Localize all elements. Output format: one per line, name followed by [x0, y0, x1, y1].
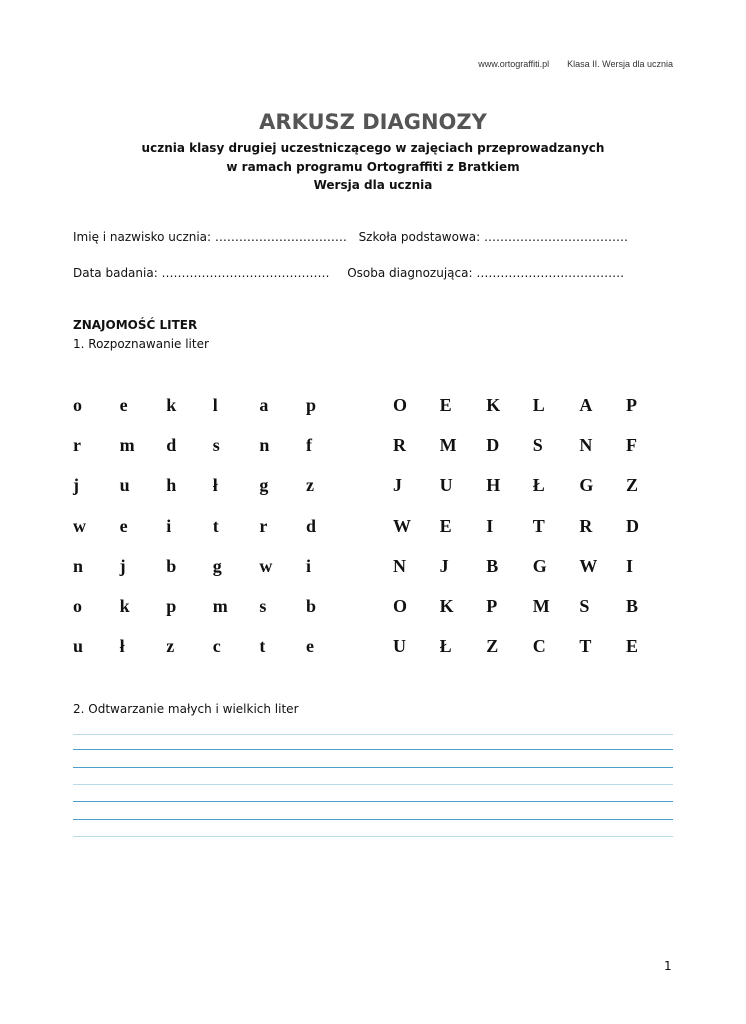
- lowercase-row: [73, 546, 353, 586]
- uppercase-letter: F: [625, 434, 637, 455]
- lowercase-letter: p: [305, 394, 316, 415]
- lowercase-letter: b: [305, 596, 316, 617]
- uppercase-row: [393, 466, 673, 506]
- date-field[interactable]: Data badania: ……………………………………: [73, 266, 330, 280]
- lowercase-letter: k: [119, 596, 130, 617]
- uppercase-letter: G: [579, 475, 594, 496]
- lowercase-letter: w: [259, 555, 273, 576]
- lowercase-row: [73, 627, 353, 667]
- uppercase-row: [393, 506, 673, 546]
- lowercase-letter: l: [212, 394, 218, 415]
- uppercase-letter: G: [532, 555, 547, 576]
- lowercase-row: [73, 425, 353, 465]
- uppercase-letter: H: [486, 475, 501, 496]
- page-header: [478, 59, 673, 69]
- writing-line-guide: [73, 784, 673, 785]
- subtitle-line-2: w ramach programu Ortograffiti z Bratkiem: [226, 160, 520, 174]
- lowercase-letter: d: [166, 434, 177, 455]
- uppercase-letter: B: [486, 555, 499, 576]
- header-website: www.ortograffiti.pl: [478, 59, 550, 69]
- header-version: Klasa II. Wersja dla ucznia: [567, 59, 673, 69]
- uppercase-letter: W: [579, 555, 598, 576]
- lowercase-letter: e: [119, 515, 128, 536]
- lowercase-letter: a: [259, 394, 269, 415]
- examiner-field[interactable]: Osoba diagnozująca: ………………….……………: [347, 266, 625, 280]
- uppercase-letter: M: [439, 434, 457, 455]
- writing-line-base: [73, 819, 673, 820]
- uppercase-letter: P: [625, 394, 637, 415]
- uppercase-letter: I: [625, 555, 633, 576]
- uppercase-letter: C: [532, 636, 546, 657]
- lowercase-letter: j: [119, 555, 126, 576]
- uppercase-letter: K: [439, 596, 454, 617]
- uppercase-letter: E: [625, 636, 638, 657]
- lowercase-row: [73, 586, 353, 626]
- lowercase-letter: d: [305, 515, 316, 536]
- uppercase-letter: Ł: [532, 475, 545, 496]
- uppercase-letter: A: [579, 394, 593, 415]
- uppercase-row: [393, 627, 673, 667]
- uppercase-letter: U: [393, 636, 406, 657]
- lowercase-row: [73, 385, 353, 425]
- lowercase-letter: n: [73, 555, 84, 576]
- lowercase-letter: u: [73, 636, 84, 657]
- uppercase-letter: R: [579, 515, 593, 536]
- lowercase-letter: b: [166, 555, 177, 576]
- uppercase-letter: J: [393, 475, 402, 496]
- lowercase-letter: m: [212, 596, 228, 617]
- document-title: ARKUSZ DIAGNOZY: [259, 110, 487, 134]
- subtitle-line-1: ucznia klasy drugiej uczestniczącego w zajęciach przeprowadzanych: [141, 141, 605, 155]
- uppercase-row: [393, 425, 673, 465]
- exam-info-row: [73, 266, 624, 280]
- uppercase-letter: P: [486, 596, 498, 617]
- uppercase-letter: D: [625, 515, 639, 536]
- student-info-row: [73, 230, 628, 244]
- lowercase-letter: s: [259, 596, 267, 617]
- lowercase-letter: ł: [119, 636, 125, 657]
- uppercase-letter: Ł: [439, 636, 452, 657]
- lowercase-letter: r: [259, 515, 268, 536]
- section-title: ZNAJOMOŚĆ LITER: [73, 318, 198, 332]
- lowercase-letter: z: [166, 636, 175, 657]
- lowercase-letter: s: [212, 434, 220, 455]
- uppercase-row: [393, 586, 673, 626]
- uppercase-letter: J: [439, 555, 449, 576]
- lowercase-row: [73, 506, 353, 546]
- uppercase-letter: T: [579, 636, 592, 657]
- uppercase-letter: Z: [486, 636, 499, 657]
- student-name-field[interactable]: Imię i nazwisko ucznia: ……………………………: [73, 230, 347, 244]
- task-1-title: 1. Rozpoznawanie liter: [73, 337, 209, 351]
- lowercase-letter: t: [212, 515, 219, 536]
- lowercase-letter: z: [305, 475, 314, 496]
- lowercase-letter: c: [212, 636, 221, 657]
- uppercase-row: [393, 385, 673, 425]
- page-number: 1: [664, 959, 672, 973]
- subtitle-line-3: Wersja dla ucznia: [313, 178, 433, 192]
- lowercase-letter: e: [305, 636, 314, 657]
- uppercase-letter: U: [439, 475, 453, 496]
- uppercase-letter: I: [486, 515, 494, 536]
- uppercase-letter: Z: [625, 475, 638, 496]
- lowercase-letter: e: [119, 394, 128, 415]
- uppercase-row: [393, 546, 673, 586]
- uppercase-letter: O: [393, 596, 408, 617]
- uppercase-letter: S: [579, 596, 590, 617]
- lowercase-letter: ł: [212, 475, 218, 496]
- uppercase-letter: E: [439, 515, 452, 536]
- lowercase-letter: r: [73, 434, 81, 455]
- uppercase-letter: T: [532, 515, 545, 536]
- lowercase-letter: o: [73, 596, 82, 617]
- lowercase-letter: n: [259, 434, 270, 455]
- writing-line-guide: [73, 734, 673, 735]
- uppercase-letter: S: [532, 434, 543, 455]
- uppercase-letter: K: [486, 394, 501, 415]
- uppercase-letter: L: [532, 394, 545, 415]
- lowercase-letter: f: [305, 434, 312, 455]
- uppercase-letter: R: [393, 434, 406, 455]
- uppercase-letter: N: [393, 555, 406, 576]
- lowercase-letter: w: [73, 515, 86, 536]
- lowercase-letter: p: [166, 596, 177, 617]
- lowercase-letter: t: [259, 636, 266, 657]
- lowercase-row: [73, 466, 353, 506]
- uppercase-letter: M: [532, 596, 550, 617]
- lowercase-letter: g: [259, 475, 269, 496]
- lowercase-letter: m: [119, 434, 135, 455]
- lowercase-letter: o: [73, 394, 82, 415]
- lowercase-letter: u: [119, 475, 130, 496]
- uppercase-letter: O: [393, 394, 408, 415]
- school-field[interactable]: Szkoła podstawowa: ………………………………: [358, 230, 628, 244]
- uppercase-letter: E: [439, 394, 452, 415]
- lowercase-letter: i: [305, 555, 311, 576]
- lowercase-letter: k: [166, 394, 177, 415]
- writing-line-base: [73, 801, 673, 802]
- lowercase-letter: i: [166, 515, 172, 536]
- lowercase-letter: h: [166, 475, 177, 496]
- writing-line-base: [73, 767, 673, 768]
- uppercase-letter: W: [393, 515, 411, 536]
- writing-line-guide: [73, 836, 673, 837]
- task-2-title: 2. Odtwarzanie małych i wielkich liter: [73, 702, 299, 716]
- uppercase-letter-grid: [393, 385, 673, 667]
- lowercase-letter: g: [212, 555, 222, 576]
- writing-line-base: [73, 749, 673, 750]
- uppercase-letter: B: [625, 596, 638, 617]
- uppercase-letter: D: [486, 434, 500, 455]
- uppercase-letter: N: [579, 434, 593, 455]
- lowercase-letter-grid: [73, 385, 353, 667]
- lowercase-letter: j: [73, 475, 79, 496]
